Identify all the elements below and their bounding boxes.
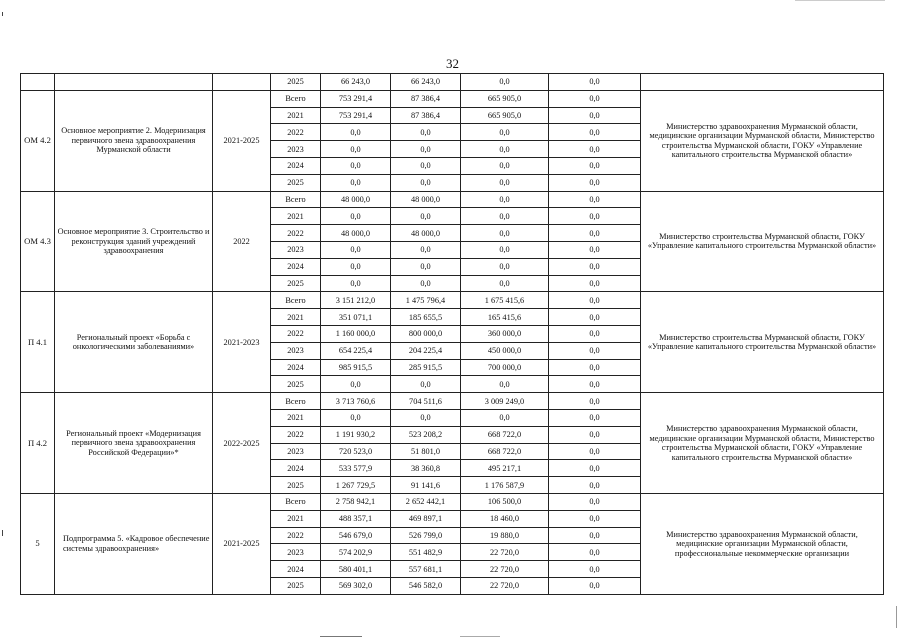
program-period-cell: 2021-2023 — [213, 292, 271, 393]
year-cell: Всего — [271, 90, 321, 107]
value-cell: 3 009 249,0 — [461, 393, 549, 410]
value-cell: 665 905,0 — [461, 107, 549, 124]
value-cell: 0,0 — [549, 275, 641, 292]
budget-table — [20, 73, 884, 595]
value-cell: 753 291,4 — [321, 90, 391, 107]
value-cell: 546 679,0 — [321, 527, 391, 544]
executor-cell — [641, 74, 884, 91]
value-cell: 654 225,4 — [321, 342, 391, 359]
year-cell: Всего — [271, 393, 321, 410]
year-cell: 2022 — [271, 527, 321, 544]
value-cell: 0,0 — [461, 208, 549, 225]
value-cell: 0,0 — [391, 208, 461, 225]
value-cell: 0,0 — [549, 477, 641, 494]
value-cell: 0,0 — [321, 275, 391, 292]
value-cell: 0,0 — [549, 544, 641, 561]
year-cell: 2022 — [271, 124, 321, 141]
value-cell: 0,0 — [549, 527, 641, 544]
value-cell: 165 415,6 — [461, 309, 549, 326]
program-period-cell: 2022-2025 — [213, 393, 271, 494]
period-cell — [213, 74, 271, 91]
value-cell: 0,0 — [549, 258, 641, 275]
executor-cell: Министерство здравоохранения Мурманской области, медицинские организации Мурманской области, профессиональные некоммерческие организации — [641, 493, 884, 594]
program-name-cell: Региональный проект «Борьба с онкологическими заболеваниями» — [55, 292, 213, 393]
value-cell: 18 460,0 — [461, 510, 549, 527]
value-cell: 48 000,0 — [321, 191, 391, 208]
value-cell: 3 713 760,6 — [321, 393, 391, 410]
table-row — [21, 90, 884, 107]
value-cell: 0,0 — [549, 577, 641, 594]
value-cell: 580 401,1 — [321, 561, 391, 578]
value-cell: 0,0 — [391, 141, 461, 158]
value-cell: 495 217,1 — [461, 460, 549, 477]
value-cell: 0,0 — [549, 141, 641, 158]
year-cell: Всего — [271, 292, 321, 309]
table-row — [21, 393, 884, 410]
value-cell: 0,0 — [549, 510, 641, 527]
value-cell: 0,0 — [461, 74, 549, 91]
value-cell: 66 243,0 — [321, 74, 391, 91]
value-cell: 700 000,0 — [461, 359, 549, 376]
year-cell: 2022 — [271, 426, 321, 443]
value-cell: 1 191 930,2 — [321, 426, 391, 443]
year-cell: 2021 — [271, 309, 321, 326]
program-period-cell: 2022 — [213, 191, 271, 292]
value-cell: 668 722,0 — [461, 443, 549, 460]
value-cell: 0,0 — [461, 191, 549, 208]
value-cell: 720 523,0 — [321, 443, 391, 460]
year-cell: 2021 — [271, 107, 321, 124]
value-cell: 22 720,0 — [461, 577, 549, 594]
value-cell: 0,0 — [549, 325, 641, 342]
value-cell: 0,0 — [549, 359, 641, 376]
value-cell: 3 151 212,0 — [321, 292, 391, 309]
value-cell: 1 160 000,0 — [321, 325, 391, 342]
value-cell: 0,0 — [461, 241, 549, 258]
name-cell — [55, 74, 213, 91]
value-cell: 0,0 — [321, 174, 391, 191]
year-cell: 2023 — [271, 241, 321, 258]
value-cell: 1 675 415,6 — [461, 292, 549, 309]
value-cell: 0,0 — [549, 191, 641, 208]
year-cell: 2025 — [271, 275, 321, 292]
value-cell: 569 302,0 — [321, 577, 391, 594]
value-cell: 0,0 — [321, 157, 391, 174]
year-cell: 2023 — [271, 342, 321, 359]
value-cell: 551 482,9 — [391, 544, 461, 561]
value-cell: 351 071,1 — [321, 309, 391, 326]
year-cell: Всего — [271, 191, 321, 208]
executor-cell: Министерство здравоохранения Мурманской области, медицинские организации Мурманской области, Министерство строительства Мурманской области, ГОКУ «Управление капитального строительства Мурманской области» — [641, 393, 884, 494]
year-cell: 2023 — [271, 443, 321, 460]
value-cell: 19 880,0 — [461, 527, 549, 544]
program-code-cell: ОМ 4.3 — [21, 191, 55, 292]
value-cell: 469 897,1 — [391, 510, 461, 527]
value-cell: 48 000,0 — [321, 225, 391, 242]
value-cell: 0,0 — [549, 90, 641, 107]
scan-line — [320, 636, 362, 637]
value-cell: 0,0 — [549, 107, 641, 124]
value-cell: 0,0 — [461, 141, 549, 158]
program-name-cell: Подпрограмма 5. «Кадровое обеспечение системы здравоохранения» — [55, 493, 213, 594]
value-cell: 106 500,0 — [461, 493, 549, 510]
table-row — [21, 292, 884, 309]
value-cell: 2 758 942,1 — [321, 493, 391, 510]
value-cell: 185 655,5 — [391, 309, 461, 326]
scan-mark — [2, 12, 3, 16]
value-cell: 0,0 — [461, 225, 549, 242]
value-cell: 557 681,1 — [391, 561, 461, 578]
value-cell: 0,0 — [391, 275, 461, 292]
value-cell: 0,0 — [549, 393, 641, 410]
value-cell: 985 915,5 — [321, 359, 391, 376]
value-cell: 22 720,0 — [461, 561, 549, 578]
value-cell: 574 202,9 — [321, 544, 391, 561]
value-cell: 91 141,6 — [391, 477, 461, 494]
value-cell: 48 000,0 — [391, 225, 461, 242]
program-code-cell: П 4.2 — [21, 393, 55, 494]
value-cell: 0,0 — [549, 443, 641, 460]
year-cell: 2024 — [271, 561, 321, 578]
year-cell: 2025 — [271, 376, 321, 393]
value-cell: 66 243,0 — [391, 74, 461, 91]
value-cell: 0,0 — [461, 376, 549, 393]
value-cell: 0,0 — [549, 493, 641, 510]
value-cell: 0,0 — [549, 157, 641, 174]
program-name-cell: Основное мероприятие 2. Модернизация первичного звена здравоохранения Мурманской области — [55, 90, 213, 191]
value-cell: 450 000,0 — [461, 342, 549, 359]
table-row — [21, 493, 884, 510]
table-row — [21, 191, 884, 208]
value-cell: 0,0 — [461, 409, 549, 426]
value-cell: 0,0 — [549, 225, 641, 242]
value-cell: 51 801,0 — [391, 443, 461, 460]
value-cell: 0,0 — [549, 460, 641, 477]
year-cell: 2025 — [271, 477, 321, 494]
value-cell: 0,0 — [321, 241, 391, 258]
value-cell: 0,0 — [321, 409, 391, 426]
year-cell: 2024 — [271, 359, 321, 376]
value-cell: 753 291,4 — [321, 107, 391, 124]
program-name-cell: Основное мероприятие 3. Строительство и реконструкция зданий учреждений здравоохранения — [55, 191, 213, 292]
value-cell: 0,0 — [391, 409, 461, 426]
program-period-cell: 2021-2025 — [213, 493, 271, 594]
executor-cell: Министерство строительства Мурманской области, ГОКУ «Управление капитального строительства Мурманской области» — [641, 292, 884, 393]
value-cell: 0,0 — [461, 275, 549, 292]
value-cell: 0,0 — [549, 292, 641, 309]
value-cell: 0,0 — [549, 74, 641, 91]
value-cell: 38 360,8 — [391, 460, 461, 477]
year-cell: 2021 — [271, 510, 321, 527]
year-cell: 2022 — [271, 225, 321, 242]
program-name-cell: Региональный проект «Модернизация первичного звена здравоохранения Российской Федерации»* — [55, 393, 213, 494]
value-cell: 0,0 — [549, 561, 641, 578]
scan-line — [896, 606, 897, 628]
value-cell: 0,0 — [321, 124, 391, 141]
value-cell: 0,0 — [549, 342, 641, 359]
value-cell: 800 000,0 — [391, 325, 461, 342]
table-row — [21, 74, 884, 91]
value-cell: 0,0 — [391, 376, 461, 393]
value-cell: 0,0 — [321, 258, 391, 275]
executor-cell: Министерство здравоохранения Мурманской области, медицинские организации Мурманской области, Министерство строительства Мурманской области, ГОКУ «Управление капитального строительства Мурманской области» — [641, 90, 884, 191]
value-cell: 0,0 — [549, 241, 641, 258]
value-cell: 0,0 — [461, 157, 549, 174]
year-cell: 2021 — [271, 409, 321, 426]
program-code-cell: ОМ 4.2 — [21, 90, 55, 191]
value-cell: 285 915,5 — [391, 359, 461, 376]
scan-line — [795, 0, 885, 1]
year-cell: 2024 — [271, 157, 321, 174]
value-cell: 0,0 — [549, 409, 641, 426]
year-cell: 2025 — [271, 74, 321, 91]
year-cell: Всего — [271, 493, 321, 510]
value-cell: 0,0 — [549, 124, 641, 141]
scan-line — [460, 636, 500, 637]
value-cell: 360 000,0 — [461, 325, 549, 342]
value-cell: 204 225,4 — [391, 342, 461, 359]
year-cell: 2024 — [271, 258, 321, 275]
value-cell: 0,0 — [549, 376, 641, 393]
value-cell: 546 582,0 — [391, 577, 461, 594]
value-cell: 0,0 — [391, 174, 461, 191]
value-cell: 1 267 729,5 — [321, 477, 391, 494]
value-cell: 1 176 587,9 — [461, 477, 549, 494]
value-cell: 0,0 — [391, 258, 461, 275]
year-cell: 2021 — [271, 208, 321, 225]
value-cell: 48 000,0 — [391, 191, 461, 208]
value-cell: 1 475 796,4 — [391, 292, 461, 309]
year-cell: 2025 — [271, 174, 321, 191]
program-code-cell: 5 — [21, 493, 55, 594]
year-cell: 2025 — [271, 577, 321, 594]
code-cell — [21, 74, 55, 91]
value-cell: 523 208,2 — [391, 426, 461, 443]
value-cell: 22 720,0 — [461, 544, 549, 561]
program-code-cell: П 4.1 — [21, 292, 55, 393]
page-number: 32 — [446, 56, 459, 71]
value-cell: 0,0 — [321, 208, 391, 225]
year-cell: 2023 — [271, 141, 321, 158]
value-cell: 0,0 — [391, 157, 461, 174]
value-cell: 704 511,6 — [391, 393, 461, 410]
value-cell: 0,0 — [549, 309, 641, 326]
value-cell: 665 905,0 — [461, 90, 549, 107]
year-cell: 2024 — [271, 460, 321, 477]
value-cell: 87 386,4 — [391, 90, 461, 107]
value-cell: 0,0 — [549, 174, 641, 191]
scan-mark — [2, 530, 3, 536]
value-cell: 0,0 — [321, 376, 391, 393]
value-cell: 526 799,0 — [391, 527, 461, 544]
value-cell: 0,0 — [461, 174, 549, 191]
value-cell: 0,0 — [461, 258, 549, 275]
year-cell: 2022 — [271, 325, 321, 342]
value-cell: 2 652 442,1 — [391, 493, 461, 510]
executor-cell: Министерство строительства Мурманской области, ГОКУ «Управление капитального строительства Мурманской области» — [641, 191, 884, 292]
value-cell: 668 722,0 — [461, 426, 549, 443]
program-period-cell: 2021-2025 — [213, 90, 271, 191]
value-cell: 0,0 — [391, 124, 461, 141]
value-cell: 0,0 — [549, 208, 641, 225]
year-cell: 2023 — [271, 544, 321, 561]
value-cell: 488 357,1 — [321, 510, 391, 527]
value-cell: 0,0 — [391, 241, 461, 258]
value-cell: 0,0 — [549, 426, 641, 443]
value-cell: 87 386,4 — [391, 107, 461, 124]
value-cell: 0,0 — [321, 141, 391, 158]
value-cell: 533 577,9 — [321, 460, 391, 477]
value-cell: 0,0 — [461, 124, 549, 141]
